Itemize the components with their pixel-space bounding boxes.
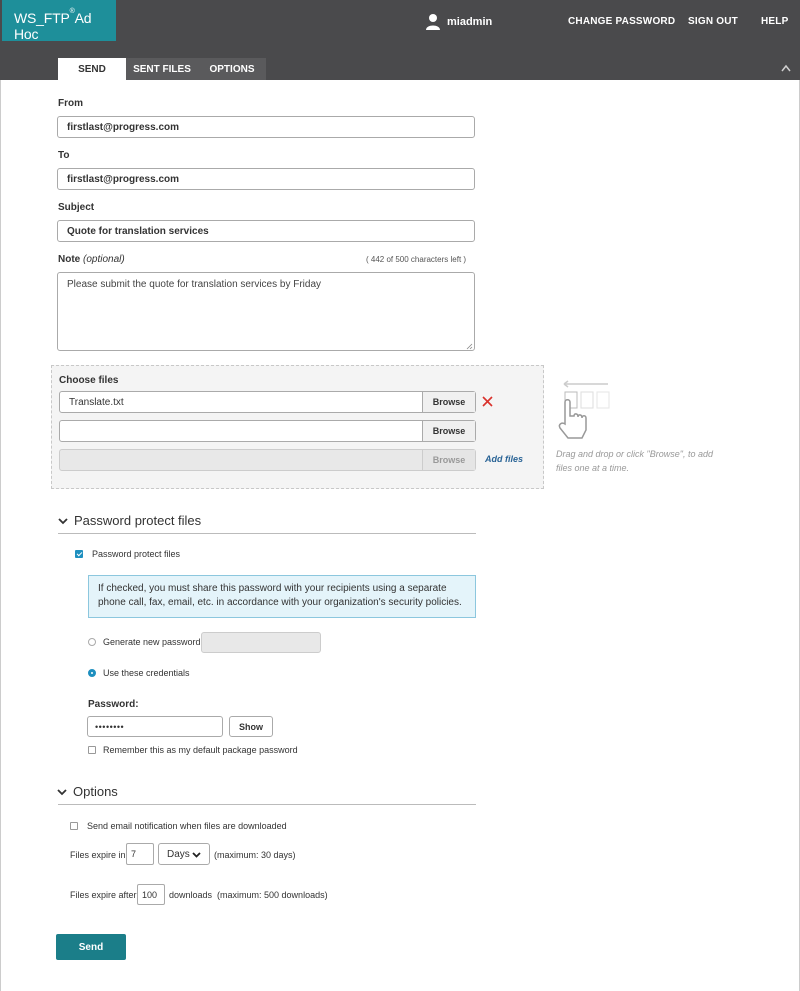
email-notification-checkbox[interactable]: [70, 822, 78, 830]
expire-unit-select[interactable]: [158, 843, 210, 865]
send-button[interactable]: Send: [56, 934, 126, 960]
file-row-2: [59, 420, 476, 442]
top-header: [0, 0, 800, 80]
generated-password-field: [201, 632, 321, 653]
tab-send[interactable]: SEND: [58, 58, 126, 80]
password-section-title: Password protect files: [74, 513, 202, 528]
remove-file-icon[interactable]: [482, 396, 493, 407]
show-password-button[interactable]: Show: [229, 716, 273, 737]
generate-password-label: Generate new password: [103, 637, 201, 647]
help-link[interactable]: HELP: [761, 16, 789, 27]
user-menu[interactable]: [425, 12, 492, 32]
app-logo[interactable]: WS_FTP®Ad Hoc: [2, 0, 116, 41]
collapse-icon[interactable]: [780, 62, 792, 74]
change-password-link[interactable]: CHANGE PASSWORD: [568, 16, 676, 27]
password-field[interactable]: ••••••••: [87, 716, 223, 737]
to-field[interactable]: firstlast@progress.com: [57, 168, 475, 190]
subject-field[interactable]: Quote for translation services: [57, 220, 475, 242]
to-label: To: [58, 150, 70, 161]
file-name-field[interactable]: Translate.txt: [69, 396, 124, 408]
expire-days-input[interactable]: 7: [126, 843, 154, 865]
file-row-3: [59, 449, 476, 471]
file-name-field[interactable]: [60, 421, 422, 441]
browse-button-1[interactable]: Browse: [422, 392, 475, 412]
expire-in-max-text: (maximum: 30 days): [214, 850, 296, 860]
from-field[interactable]: firstlast@progress.com: [57, 116, 475, 138]
from-label: From: [58, 98, 83, 109]
file-row-1: [59, 391, 476, 413]
remember-password-checkbox[interactable]: [88, 746, 96, 754]
main-tabs: [58, 58, 266, 80]
expire-unit-value: Days: [167, 848, 190, 860]
section-divider: [58, 533, 476, 534]
resize-grip-icon[interactable]: [466, 343, 473, 350]
drag-drop-hand-icon: [556, 380, 616, 444]
drag-drop-hint: Drag and drop or click "Browse", to add files one at a time.: [556, 449, 713, 473]
section-divider: [58, 804, 476, 805]
chevron-down-icon: [57, 787, 67, 797]
username: miadmin: [447, 16, 493, 28]
use-credentials-radio[interactable]: [88, 669, 96, 677]
add-files-link[interactable]: Add files: [485, 454, 524, 464]
options-section-toggle[interactable]: [57, 784, 118, 799]
password-protect-label: Password protect files: [92, 549, 181, 559]
password-info-box: If checked, you must share this password with your recipients using a separate phone call, fax, email, etc. in accordance with your organization's security policies.: [88, 575, 476, 618]
note-label: Note (optional): [58, 254, 125, 265]
password-label: Password:: [88, 699, 139, 710]
email-notification-label: Send email notification when files are downloaded: [87, 821, 287, 831]
user-icon: [425, 13, 441, 31]
expire-in-label: Files expire in: [70, 850, 126, 860]
expire-downloads-input[interactable]: 100: [137, 884, 165, 905]
choose-files-label: Choose files: [59, 375, 119, 386]
note-character-counter: ( 442 of 500 characters left ): [366, 255, 467, 264]
options-section-title: Options: [73, 784, 118, 799]
remember-password-label: Remember this as my default package password: [103, 745, 298, 755]
expire-after-suffix: downloads (maximum: 500 downloads): [169, 890, 328, 900]
file-name-field: [60, 450, 422, 470]
generate-password-radio[interactable]: [88, 638, 96, 646]
use-credentials-label: Use these credentials: [103, 668, 190, 678]
password-section-toggle[interactable]: [58, 513, 201, 528]
note-textarea[interactable]: Please submit the quote for translation services by Friday: [57, 272, 475, 351]
tab-sent-files[interactable]: SENT FILES: [126, 58, 198, 80]
chevron-down-icon: [192, 850, 201, 859]
subject-label: Subject: [58, 202, 95, 213]
browse-button-3: Browse: [422, 450, 475, 470]
expire-after-label: Files expire after: [70, 890, 137, 900]
sign-out-link[interactable]: SIGN OUT: [688, 16, 738, 27]
chevron-down-icon: [58, 516, 68, 526]
password-protect-checkbox[interactable]: [75, 550, 83, 558]
tab-options[interactable]: OPTIONS: [198, 58, 266, 80]
note-optional-text: (optional): [83, 254, 125, 265]
browse-button-2[interactable]: Browse: [422, 421, 475, 441]
